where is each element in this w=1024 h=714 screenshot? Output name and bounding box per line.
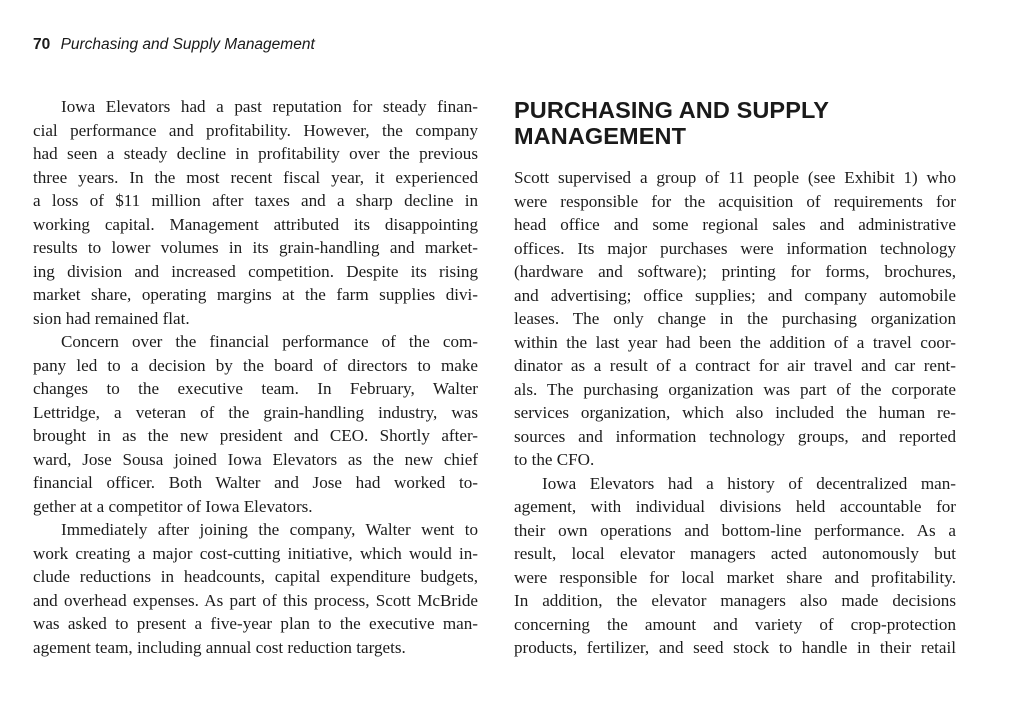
- text-line: Lettridge, a veteran of the grain-handling industry, was: [33, 402, 478, 422]
- text-line: leases. The only change in the purchasing organization: [514, 309, 956, 328]
- text-line: sources and information technology groups, and reported: [514, 426, 956, 446]
- text-line: als. The purchasing organization was part of the corporate: [514, 379, 956, 399]
- text-line: Concern over the financial performance of the com-: [61, 332, 478, 351]
- paragraph: [33, 330, 478, 518]
- text-line: ward, Jose Sousa joined Iowa Elevators as the new chief: [33, 449, 478, 469]
- text-line: concerning the amount and variety of crop-protection: [514, 614, 956, 634]
- text-line: Immediately after joining the company, Walter went to: [61, 520, 478, 539]
- text-line: ing division and increased competition. Despite its rising: [33, 261, 478, 281]
- section-heading: [514, 97, 956, 149]
- text-line: results to lower volumes in its grain-handling and market-: [33, 238, 478, 257]
- text-line: products, fertilizer, and seed stock to handle in their retail: [514, 638, 956, 657]
- text-line: cial performance and profitability. However, the company: [33, 120, 478, 140]
- text-line: result, local elevator managers acted autonomously but: [514, 544, 956, 563]
- text-line: sion had remained flat.: [33, 308, 190, 328]
- page-number: 70: [33, 36, 51, 53]
- text-line: In addition, the elevator managers also made decisions: [514, 591, 956, 610]
- right-column: [514, 97, 956, 660]
- text-line: Iowa Elevators had a past reputation for steady finan-: [61, 97, 478, 116]
- text-line: were responsible for local market share and profitability.: [514, 567, 956, 587]
- text-line: brought in as the new president and CEO. Shortly after-: [33, 426, 478, 445]
- running-header: [33, 36, 315, 54]
- paragraph: [33, 518, 478, 659]
- text-line: (hardware and software); printing for forms, brochures,: [514, 262, 956, 281]
- left-column: [33, 95, 478, 659]
- text-line: Scott supervised a group of 11 people (see Exhibit 1) who: [514, 168, 956, 187]
- text-line: pany led to a decision by the board of directors to make: [33, 355, 478, 375]
- text-line: changes to the executive team. In February, Walter: [33, 379, 478, 398]
- text-line: three years. In the most recent fiscal year, it experienced: [33, 167, 478, 187]
- text-line: within the last year had been the addition of a travel coor-: [514, 332, 956, 352]
- text-line: clude reductions in headcounts, capital expenditure budgets,: [33, 567, 478, 586]
- text-line: services organization, which also included the human re-: [514, 403, 956, 422]
- text-line: their own operations and bottom-line performance. As a: [514, 520, 956, 540]
- text-line: and overhead expenses. As part of this process, Scott McBride: [33, 590, 478, 610]
- book-title: Purchasing and Supply Management: [60, 36, 315, 53]
- text-line: to the CFO.: [514, 450, 595, 469]
- text-line: were responsible for the acquisition of requirements for: [514, 191, 956, 211]
- right-column-body: [514, 166, 956, 660]
- text-line: agement, with individual divisions held accountable for: [514, 497, 956, 516]
- section-heading-line: PURCHASING AND SUPPLY: [514, 97, 830, 123]
- text-line: agement team, including annual cost reduction targets.: [33, 637, 406, 657]
- text-line: work creating a major cost-cutting initiative, which would in-: [33, 543, 478, 563]
- paragraph: [514, 166, 956, 472]
- text-line: offices. Its major purchases were information technology: [514, 238, 956, 258]
- paragraph: [514, 472, 956, 660]
- text-line: dinator as a result of a contract for air travel and car rent-: [514, 356, 956, 375]
- text-line: was asked to present a five-year plan to the executive man-: [33, 614, 478, 633]
- text-line: gether at a competitor of Iowa Elevators.: [33, 496, 313, 516]
- text-line: and advertising; office supplies; and company automobile: [514, 285, 956, 305]
- text-line: had seen a steady decline in profitability over the previous: [33, 144, 478, 163]
- text-line: market share, operating margins at the farm supplies divi-: [33, 285, 478, 304]
- text-line: financial officer. Both Walter and Jose had worked to-: [33, 473, 478, 492]
- paragraph: [33, 95, 478, 330]
- text-line: Iowa Elevators had a history of decentralized man-: [542, 473, 956, 493]
- text-line: a loss of $11 million after taxes and a sharp decline in: [33, 191, 478, 210]
- text-line: head office and some regional sales and administrative: [514, 215, 956, 234]
- text-line: working capital. Management attributed its disappointing: [33, 214, 478, 234]
- section-heading-line: MANAGEMENT: [514, 123, 687, 149]
